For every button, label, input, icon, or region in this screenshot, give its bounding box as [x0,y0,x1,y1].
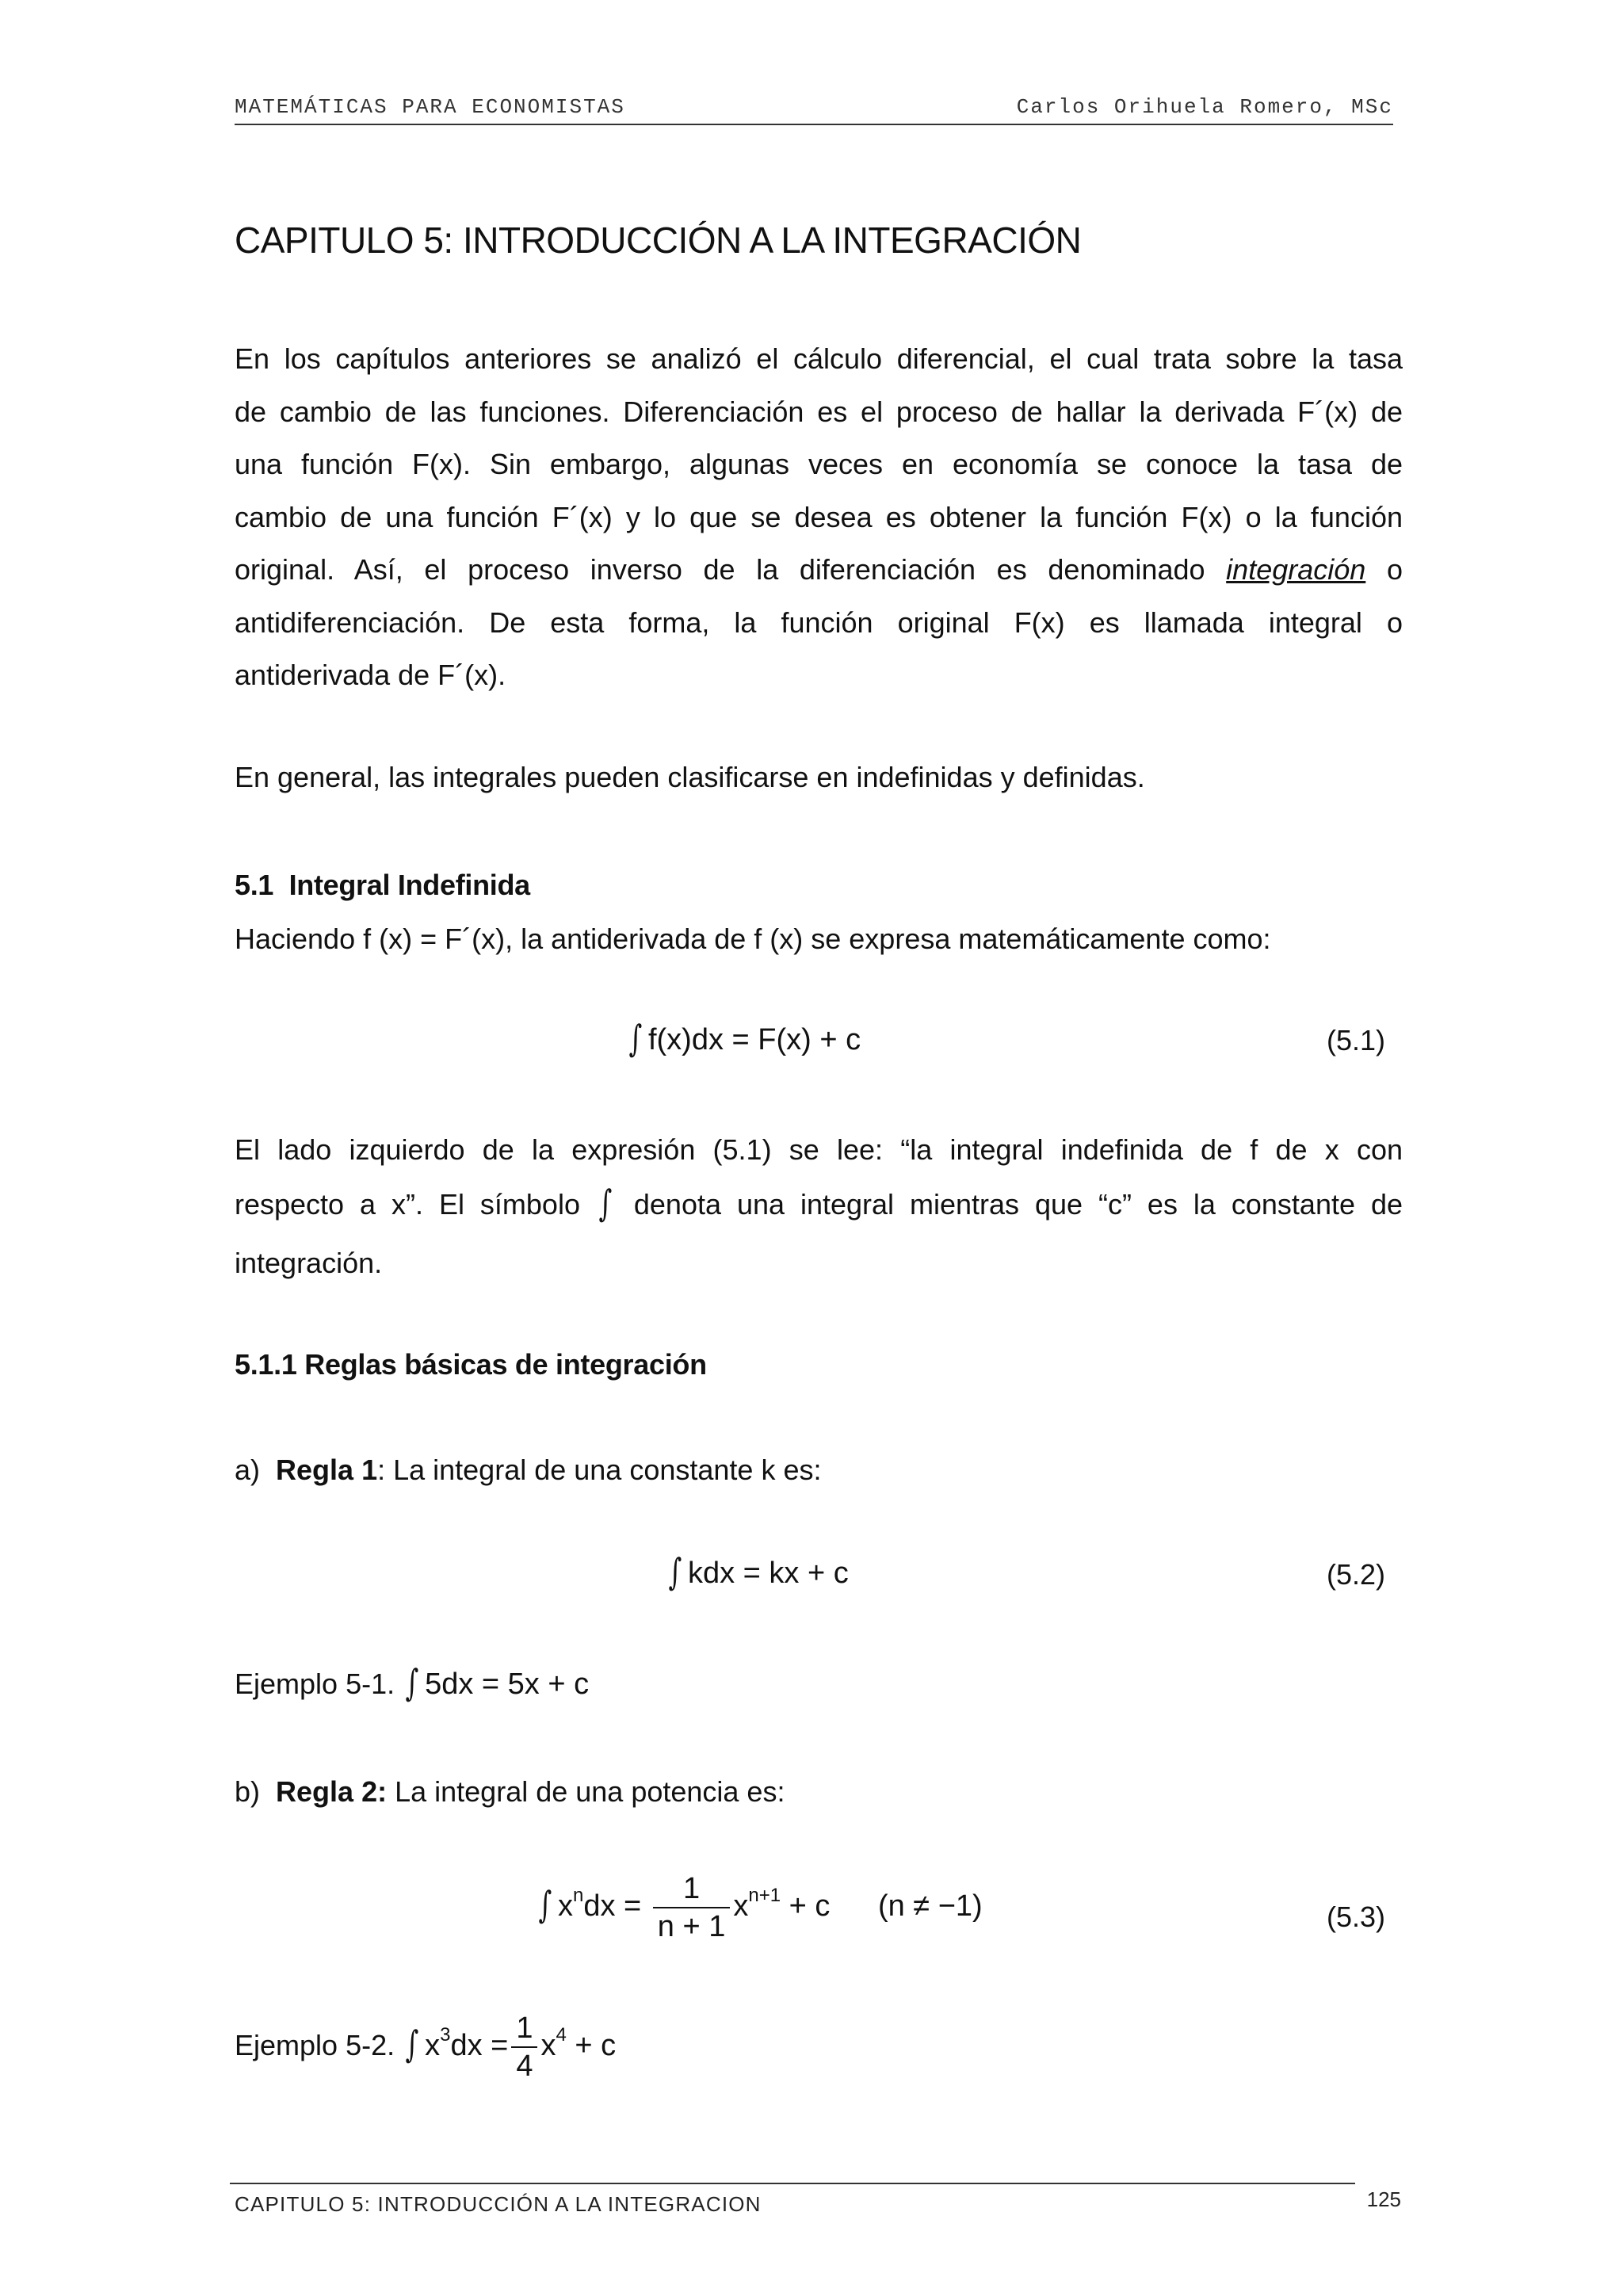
example-5-2-formula [403,2011,617,2083]
example-5-2 [235,2010,616,2084]
intro-line: En los capítulos anteriores se analizó el cálculo diferencial, el cual trata sobre la tasa [235,342,1403,375]
running-header-right: Carlos Orihuela Romero, MSc [1016,95,1393,119]
formula-5-1-body: f(x)dx = F(x) + c [647,1023,861,1056]
fraction-numerator: 1 [511,2010,537,2048]
rule-1-text: : La integral de una constante k es: [377,1454,822,1486]
explanation-line-2-end: denota una integral mientras que “c” es la constante de [633,1187,1403,1221]
integral-sign-icon: ∫ [668,1550,682,1593]
explanation-line: El lado izquierdo de la expresión (5.1) se lee: “la integral indefinida de f de x con [235,1133,1403,1166]
section-5-1-1-heading: 5.1.1 Reglas básicas de integración [235,1348,707,1381]
section-5-1-heading [235,865,530,905]
integral-symbol-icon: ∫ [598,1181,613,1224]
formula-5-3-condition: (n ≠ −1) [877,1889,983,1924]
integral-sign-icon: ∫ [628,1017,643,1060]
header-rule [235,124,1393,125]
rule-1-label: Regla 1 [276,1454,378,1486]
example-5-1-body: 5dx = 5x + c [425,1668,590,1701]
example-5-2-exp: 3 [440,2024,451,2046]
rule-2-marker: b) [235,1775,261,1808]
rule-1-line [235,1450,821,1490]
integral-sign-icon: ∫ [405,2023,419,2066]
formula-5-3-exp2: n+1 [748,1885,781,1907]
example-5-1 [235,1663,589,1704]
intro-line: de cambio de las funciones. Diferenciación es el proceso de hallar la derivada F´(x) de [235,395,1403,428]
integral-sign-icon: ∫ [538,1883,552,1927]
intro-paragraph [235,333,1403,702]
example-5-2-x2: x [540,2029,556,2063]
formula-5-3 [536,1870,983,1945]
intro-line: cambio de una función F´(x) y lo que se desea es obtener la función F(x) o la función [235,500,1403,533]
rule-2-line [235,1772,785,1812]
formula-5-2-body: kdx = kx + c [687,1557,849,1590]
example-5-1-label: Ejemplo 5-1. [235,1668,395,1700]
example-5-2-dx: dx = [450,2029,509,2063]
formula-5-3-dx: dx = [583,1889,642,1924]
formula-5-3-x: x [557,1889,573,1924]
rule-2-text: La integral de una potencia es: [395,1775,785,1808]
integral-sign-icon: ∫ [405,1661,419,1704]
fraction [511,2010,537,2084]
formula-5-3-exp: n [572,1885,584,1907]
section-number: 5.1 [235,869,274,901]
rule-1-marker: a) [235,1454,261,1486]
running-header-left: MATEMÁTICAS PARA ECONOMISTAS [235,95,625,119]
fraction [653,1870,731,1945]
intro-line [235,544,1403,597]
fraction-denominator: 4 [516,2050,533,2083]
fraction-numerator: 1 [653,1870,731,1908]
intro-line-5-end: o [1386,553,1403,586]
footer-rule [230,2183,1355,2184]
rule-2-label: Regla 2: [276,1775,388,1808]
explanation-paragraph [235,1124,1403,1290]
example-5-2-x: x [425,2029,441,2063]
eq-number-5-2: (5.2) [1326,1558,1385,1591]
example-5-1-formula [403,1661,590,1704]
keyword-integracion: integración [1226,553,1366,586]
eq-number-5-3: (5.3) [1326,1901,1385,1933]
example-5-2-tail: + c [575,2029,617,2063]
example-5-2-exp2: 4 [556,2024,567,2046]
intro-line: antiderivada de F´(x). [235,659,506,691]
eq-number-5-1: (5.1) [1326,1024,1385,1056]
formula-5-1 [626,1018,861,1060]
example-5-2-label: Ejemplo 5-2. [235,2029,395,2062]
classification-text: En general, las integrales pueden clasificarse en indefinidas y definidas. [235,761,1145,793]
explanation-line: integración. [235,1247,383,1279]
explanation-line-2-start: respecto a x”. El símbolo [235,1187,580,1221]
section-title: Integral Indefinida [288,869,530,901]
formula-5-2 [666,1552,849,1593]
explanation-line [235,1177,1403,1232]
running-footer: CAPITULO 5: INTRODUCCIÓN A LA INTEGRACION [235,2192,762,2216]
intro-line-5-text: original. Así, el proceso inverso de la diferenciación es denominado [235,553,1205,586]
intro-line: antidiferenciación. De esta forma, la función original F(x) es llamada integral o [235,606,1403,639]
formula-5-3-tail: + c [789,1889,831,1924]
fraction-denominator: n + 1 [657,1910,726,1943]
formula-5-3-x2: x [733,1889,749,1924]
page-number: 125 [1366,2187,1401,2211]
intro-line: una función F(x). Sin embargo, algunas veces en economía se conoce la tasa de [235,448,1403,480]
chapter-title: CAPITULO 5: INTRODUCCIÓN A LA INTEGRACIÓN [235,220,1082,261]
section-5-1-text: Haciendo f (x) = F´(x), la antiderivada de f (x) se expresa matemáticamente como: [235,923,1271,955]
